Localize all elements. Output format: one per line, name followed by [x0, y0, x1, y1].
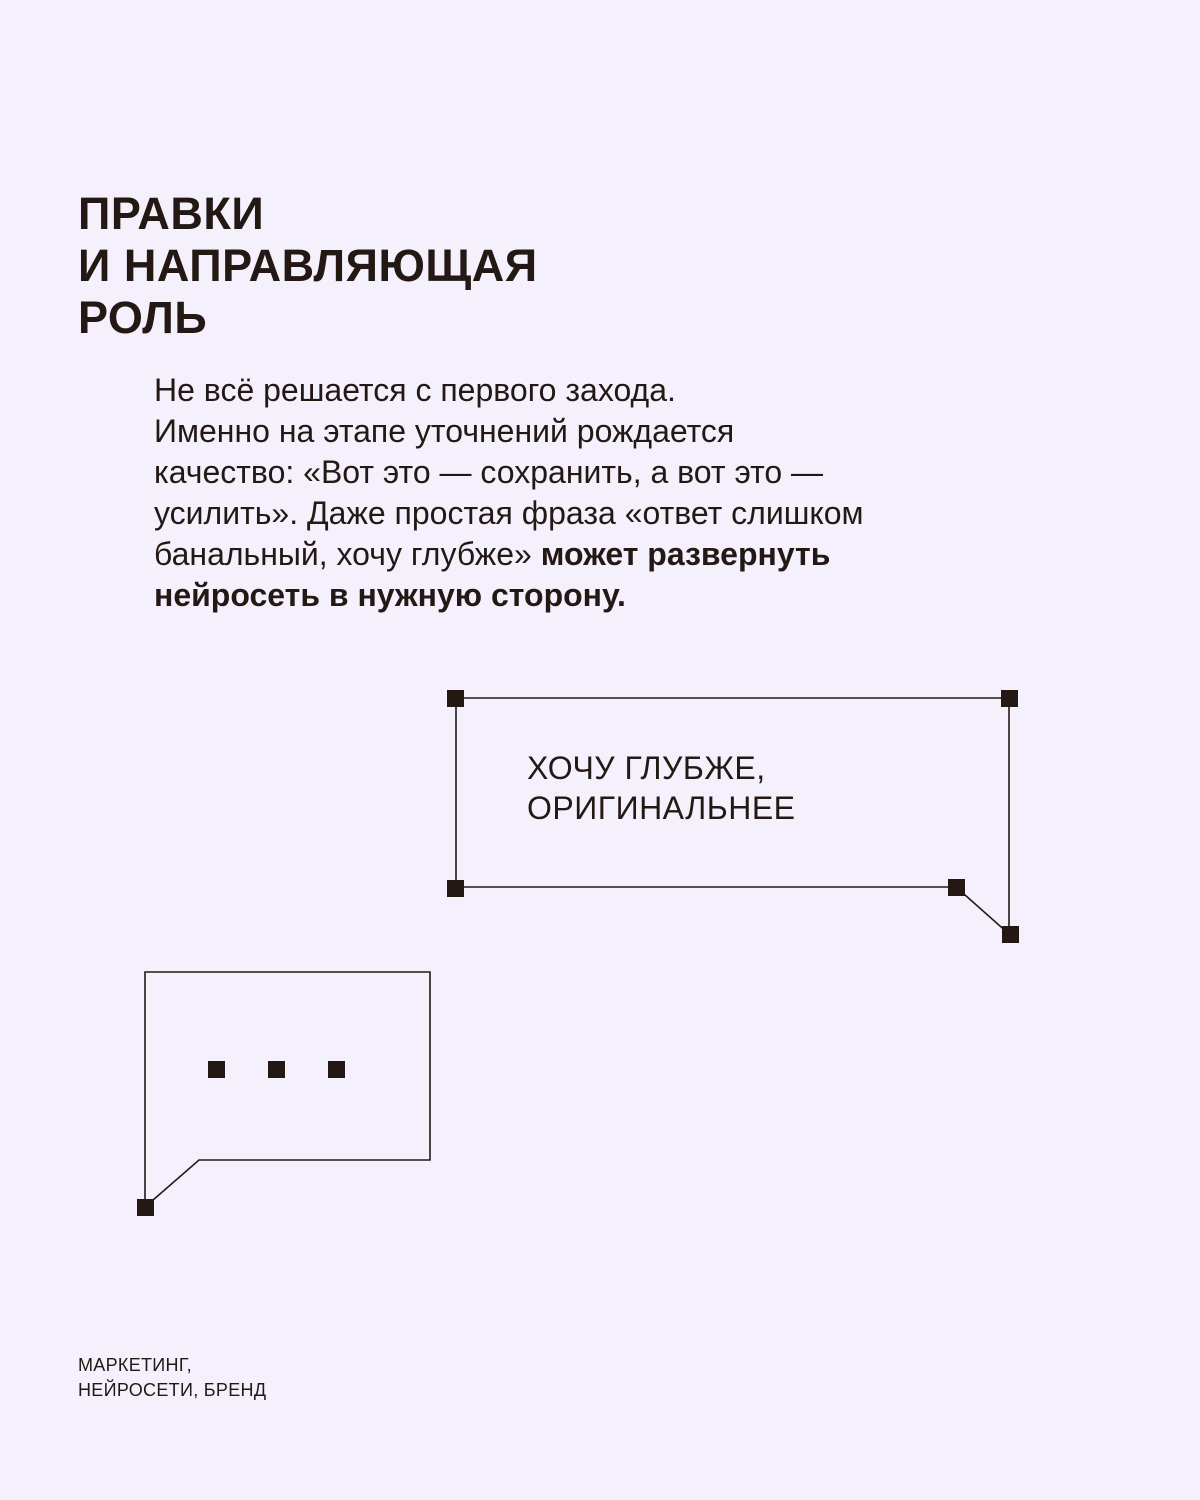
paragraph-line: Именно на этапе уточнений рождается: [154, 413, 735, 449]
typing-indicator: [137, 1061, 345, 1216]
typing-dot: [268, 1061, 285, 1078]
message-line: ХОЧУ ГЛУБЖЕ,: [527, 750, 766, 786]
footer-line: НЕЙРОСЕТИ, БРЕНД: [78, 1380, 267, 1400]
selection-handle: [447, 690, 464, 707]
selection-handle: [1002, 926, 1019, 943]
paragraph-text: банальный, хочу глубже»: [154, 536, 541, 572]
footer-line: МАРКЕТИНГ,: [78, 1355, 192, 1375]
selection-handle: [948, 879, 965, 896]
message-bubble-text: [527, 748, 796, 828]
bubble-tail-handle: [137, 1199, 154, 1216]
title-line: И НАПРАВЛЯЮЩАЯ: [78, 240, 538, 291]
message-line: ОРИГИНАЛЬНЕЕ: [527, 790, 796, 826]
paragraph-line: Не всё решается с первого захода.: [154, 372, 676, 408]
title-line: РОЛЬ: [78, 292, 208, 343]
typing-bubble-outline: [145, 972, 430, 1207]
paragraph-line: усилить». Даже простая фраза «ответ слишком: [154, 495, 864, 531]
paragraph-emphasis: может развернуть: [540, 536, 831, 572]
paragraph-line: качество: «Вот это — сохранить, а вот это —: [154, 454, 824, 490]
footer-tags: [78, 1353, 266, 1403]
selection-handle: [447, 880, 464, 897]
selection-handle: [1001, 690, 1018, 707]
title-line: ПРАВКИ: [78, 188, 265, 239]
typing-dot: [328, 1061, 345, 1078]
paragraph-emphasis: нейросеть в нужную сторону.: [154, 577, 626, 613]
typing-dot: [208, 1061, 225, 1078]
